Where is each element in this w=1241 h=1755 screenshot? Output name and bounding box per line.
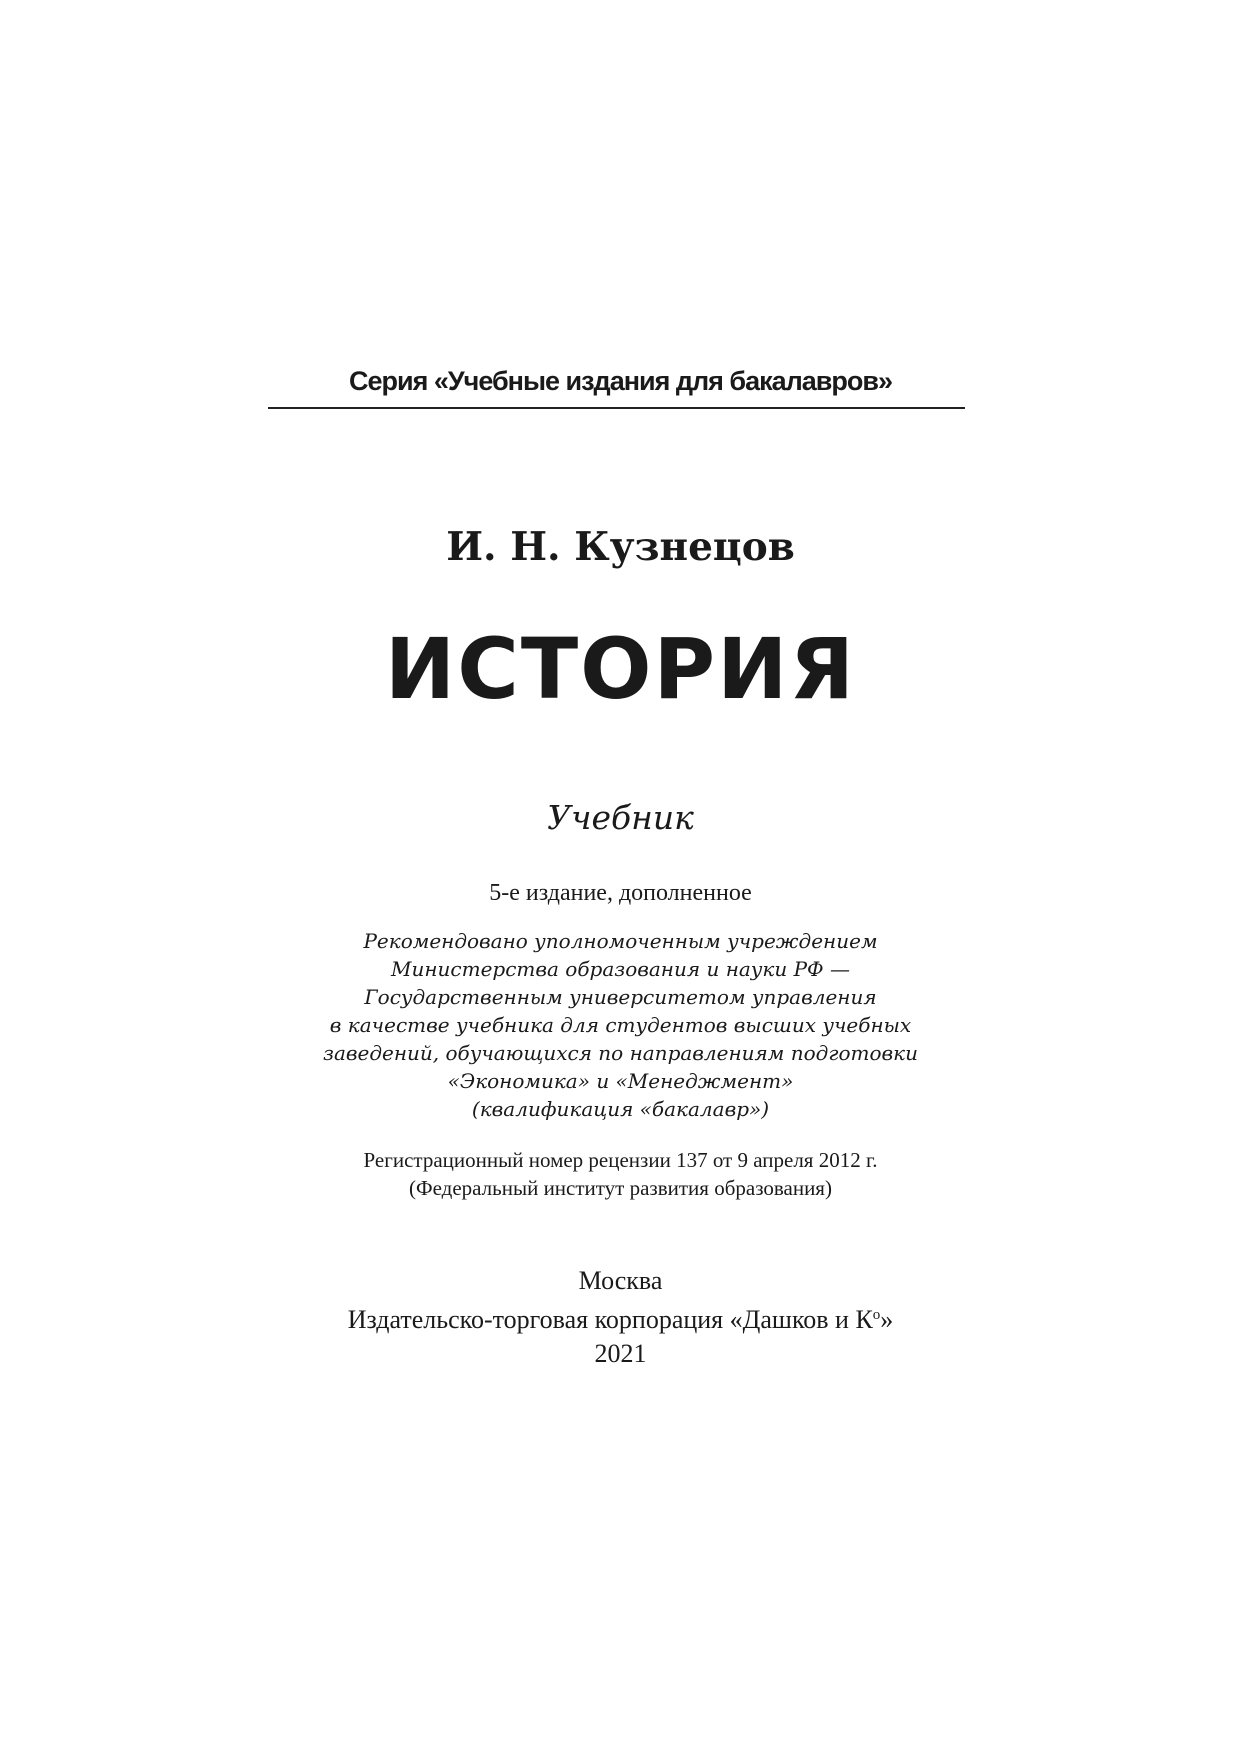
publisher-name-superscript: о (872, 1307, 881, 1323)
book-title: ИСТОРИЯ (384, 620, 857, 718)
author-name: И. Н. Кузнецов (446, 524, 795, 570)
recommendation-block (0, 927, 1241, 1123)
publisher-name (0, 1298, 1241, 1337)
recommendation-line: Рекомендовано уполномоченным учреждением (363, 929, 878, 953)
recommendation-line: Государственным университетом управления (364, 985, 877, 1009)
book-subtitle: Учебник (547, 798, 694, 837)
recommendation-line: в качестве учебника для студентов высших учебных (329, 1013, 912, 1037)
registration-line: (Федеральный институт развития образования) (409, 1176, 832, 1200)
publication-year: 2021 (594, 1339, 647, 1368)
recommendation-line: (квалификация «бакалавр») (471, 1097, 770, 1121)
publication-city: Москва (578, 1266, 663, 1295)
edition-note: 5-е издание, дополненное (489, 880, 752, 906)
publisher-name-closing-quote: » (880, 1305, 894, 1334)
imprint-block (0, 1264, 1241, 1371)
series-divider (268, 407, 965, 409)
recommendation-line: «Экономика» и «Менеджмент» (447, 1069, 794, 1093)
series-heading: Серия «Учебные издания для бакалавров» (348, 366, 893, 396)
registration-block (0, 1146, 1241, 1202)
recommendation-line: заведений, обучающихся по направлениям подготовки (323, 1041, 918, 1065)
publisher-name-main: Издательско-торговая корпорация «Дашков и К (347, 1305, 873, 1334)
registration-line: Регистрационный номер рецензии 137 от 9 апреля 2012 г. (363, 1148, 878, 1172)
recommendation-line: Министерства образования и науки РФ — (391, 957, 850, 981)
